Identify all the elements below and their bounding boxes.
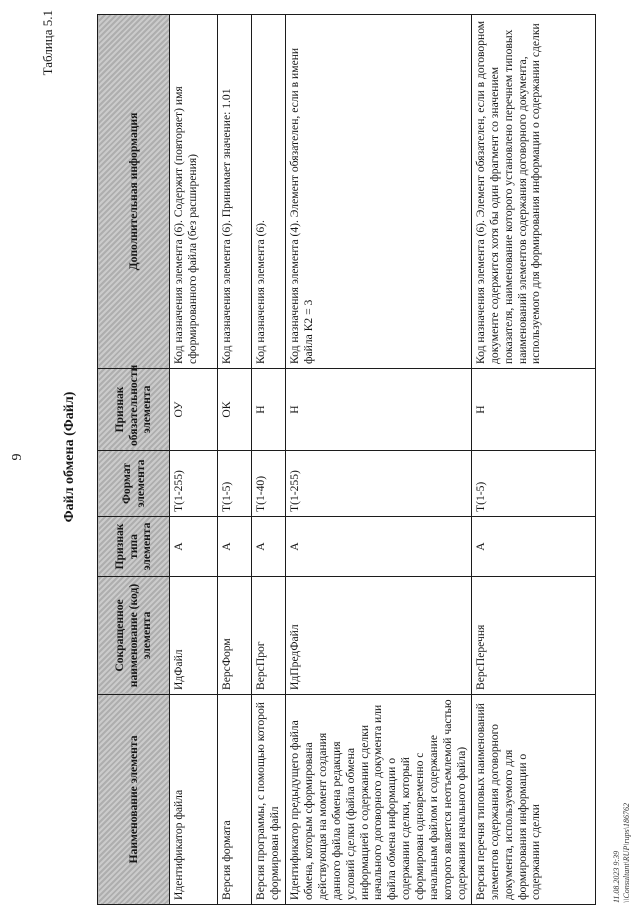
cell-info: Код назначения элемента (6). Содержит (повторяет) имя сформированного файла (без расширения) — [170, 15, 218, 369]
cell-info: Код назначения элемента (6). — [252, 15, 286, 369]
cell-required: ОУ — [170, 369, 218, 451]
print-stamp — [612, 803, 631, 903]
table-label: Таблица 5.1 — [40, 10, 55, 76]
cell-required: Н — [286, 369, 472, 451]
table-title: Файл обмена (Файл) — [62, 391, 77, 523]
cell-code: ИдФайл — [170, 577, 218, 695]
cell-info: Код назначения элемента (6). Принимает значение: 1.01 — [218, 15, 252, 369]
cell-type: А — [170, 517, 218, 577]
header-name: Наименование элемента — [98, 695, 170, 905]
cell-code: ВерсФорм — [218, 577, 252, 695]
cell-name: Версия перечня типовых наименований элементов содержания договорного документа, используемого для формирования информации о содержании сделки — [471, 695, 595, 905]
cell-required: Н — [471, 369, 595, 451]
cell-code: ВерсПрог — [252, 577, 286, 695]
exchange-file-table — [97, 14, 596, 905]
cell-required: ОК — [218, 369, 252, 451]
stamp-path: \\Consultant\RUP\rups\186762 — [621, 802, 631, 903]
stamp-date: 11.08.2023 9:39 — [612, 850, 621, 903]
header-type: Признак типа элемента — [98, 517, 170, 577]
header-format: Формат элемента — [98, 451, 170, 517]
table-row — [252, 15, 286, 905]
cell-format: Т(1-5) — [218, 451, 252, 517]
header-code: Сокращенное наименование (код) элемента — [98, 577, 170, 695]
cell-name: Идентификатор файла — [170, 695, 218, 905]
header-required: Признак обязательности элемента — [98, 369, 170, 451]
cell-format: Т(1-255) — [170, 451, 218, 517]
cell-format: Т(1-40) — [252, 451, 286, 517]
table-header-row — [98, 15, 170, 905]
table-row — [218, 15, 252, 905]
cell-format: Т(1-255) — [286, 451, 472, 517]
cell-code: ИдПредФайл — [286, 577, 472, 695]
cell-type: А — [218, 517, 252, 577]
cell-type: А — [286, 517, 472, 577]
table-row — [286, 15, 472, 905]
cell-required: Н — [252, 369, 286, 451]
header-info: Дополнительная информация — [98, 15, 170, 369]
cell-format: Т(1-5) — [471, 451, 595, 517]
cell-name: Идентификатор предыдущего файла обмена, которым сформирована действующая на момент создания данного файла обмена редакция условий сделки (файла обмена информацией о содержании сделки начального договорного документа или файла обмена информации о содержании сделки, который сформирован одновременно с начальным файлом и содержание которого является неотъемлемой частью содержания начального файла) — [286, 695, 472, 905]
cell-info: Код назначения элемента (6). Элемент обязателен, если в договорном документе содержится хотя бы один фрагмент со значением показателя, наименование которого установлено перечнем типовых наименований элементов содержания договорного документа, используемого для формирования информации о содержании сделки — [471, 15, 595, 369]
table-row — [170, 15, 218, 905]
table-row — [471, 15, 595, 905]
page-number: 9 — [10, 453, 25, 461]
cell-type: А — [471, 517, 595, 577]
cell-type: А — [252, 517, 286, 577]
cell-info: Код назначения элемента (4). Элемент обязателен, если в имени файла К2 = 3 — [286, 15, 472, 369]
cell-name: Версия программы, с помощью которой сформирован файл — [252, 695, 286, 905]
cell-name: Версия формата — [218, 695, 252, 905]
cell-code: ВерсПеречня — [471, 577, 595, 695]
